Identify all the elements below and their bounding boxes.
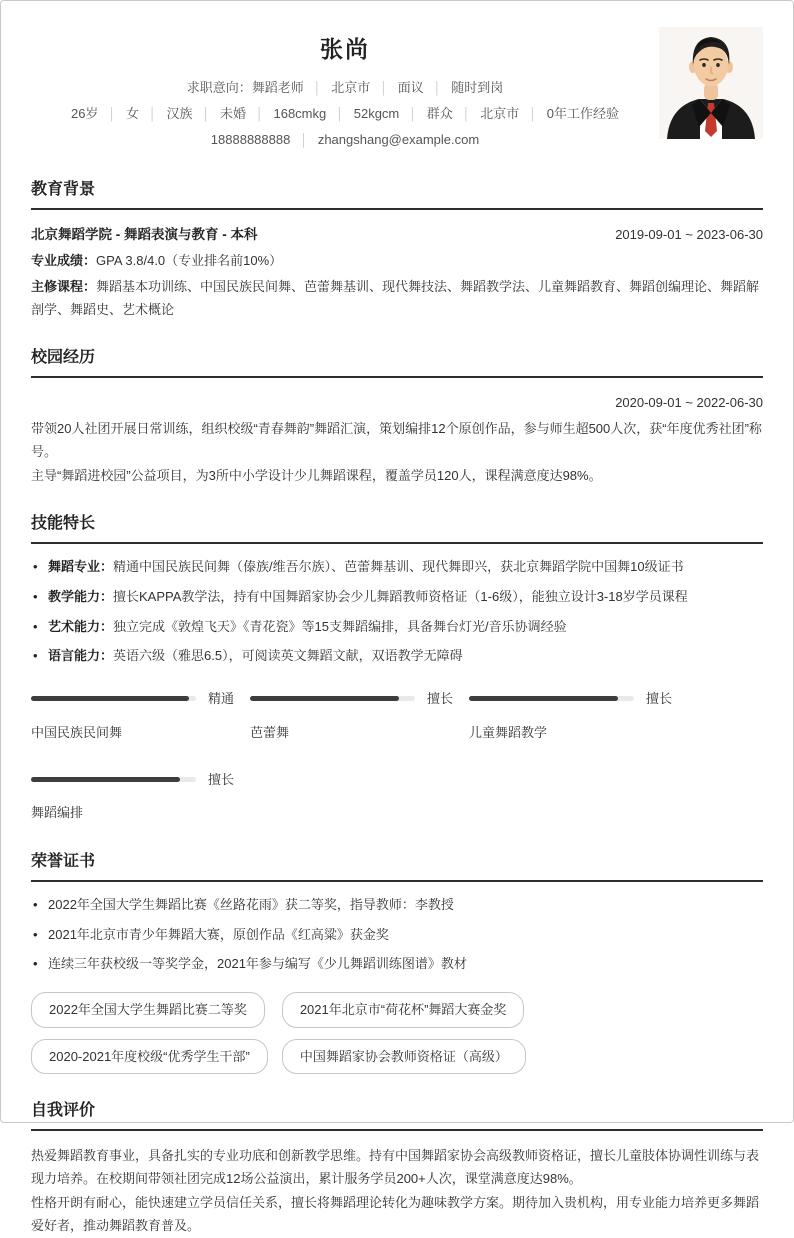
campus-paragraph: 主导“舞蹈进校园”公益项目，为3所中小学设计少儿舞蹈课程，覆盖学员120人，课程满意度达98%。	[31, 467, 602, 483]
honor-item: • 2022年全国大学生舞蹈比赛《丝路花雨》获二等奖，指导教师：李教授	[31, 895, 763, 916]
skill-bar-track	[250, 696, 415, 701]
separator: │	[462, 107, 471, 121]
separator: │	[108, 107, 116, 121]
list-value: 26岁	[70, 106, 99, 121]
list-value: 18888888888	[210, 132, 291, 147]
skill-bar-level: 擅长	[646, 691, 673, 707]
skill-item	[31, 587, 763, 608]
honor-badge: 2021年北京市“荷花杯”舞蹈大赛金奖	[282, 992, 525, 1027]
profile-photo	[659, 27, 763, 139]
list-value: 汉族	[166, 106, 193, 121]
skill-bar-fill	[31, 777, 180, 782]
job-intent-label: 求职意向：	[186, 80, 252, 95]
separator: │	[255, 107, 264, 121]
skill-bar-track	[31, 777, 196, 782]
honor-badge: 中国舞蹈家协会教师资格证（高级）	[282, 1039, 526, 1074]
skill-item	[31, 646, 763, 667]
skill-bar-track	[31, 696, 196, 701]
skill-bar-level: 精通	[208, 691, 235, 707]
skill-bar-name: 芭蕾舞	[250, 724, 290, 740]
separator: │	[380, 81, 388, 95]
skill-item-text: 擅长KAPPA教学法，持有中国舞蹈家协会少儿舞蹈教师资格证（1-6级），能独立设计3-18岁学员课程	[113, 588, 688, 604]
candidate-name: 张尚	[320, 36, 370, 62]
separator: │	[202, 107, 210, 121]
evaluation-paragraph: 热爱舞蹈教育事业，具备扎实的专业功底和创新教学思维。持有中国舞蹈家协会高级教师资格证，擅长儿童肢体协调性训练与表现力培养。在校期间带领社团完成12场公益演出，累计服务学员200+人次，课堂满意度达98%。	[31, 1147, 760, 1187]
honor-item: • 2021年北京市青少年舞蹈大赛，原创作品《红高粱》获金奖	[31, 925, 763, 946]
skill-item	[31, 557, 763, 578]
section-evaluation	[31, 1097, 763, 1238]
evaluation-paragraph: 性格开朗有耐心，能快速建立学员信任关系，擅长将舞蹈理论转化为趣味教学方案。期待加入贵机构，用专业能力培养更多舞蹈爱好者，推动舞蹈教育普及。	[31, 1194, 760, 1234]
honor-badge: 2022年全国大学生舞蹈比赛二等奖	[31, 992, 265, 1027]
profile-photo-illustration	[659, 27, 763, 139]
header-text-block	[31, 27, 659, 153]
list-value: 群众	[426, 106, 453, 121]
skill-bar-name: 中国民族民间舞	[31, 724, 123, 740]
skill-bar-level: 擅长	[208, 772, 235, 787]
campus-paragraph: 带领20人社团开展日常训练，组织校级“青春舞韵”舞蹈汇演，策划编排12个原创作品，参与师生超500人次，获“年度优秀社团”称号。	[31, 420, 762, 460]
education-school: 北京舞蹈学院 - 舞蹈表演与教育 - 本科	[31, 227, 258, 242]
skill-bar-fill	[469, 696, 618, 701]
resume-header	[31, 27, 763, 153]
section-title-evaluation: 自我评价	[31, 1097, 763, 1131]
skill-bar-level: 擅长	[427, 691, 454, 707]
section-campus	[31, 344, 763, 487]
skill-bar-fill	[31, 696, 189, 701]
honor-item: • 连续三年获校级一等奖学金，2021年参与编写《少儿舞蹈训练图谱》教材	[31, 954, 763, 975]
skill-bar-fill	[250, 696, 399, 701]
section-honors	[31, 848, 763, 1074]
education-gpa-row	[31, 249, 763, 272]
skills-list	[31, 557, 763, 667]
list-value: 北京市	[480, 106, 520, 121]
skill-level-bars	[31, 687, 763, 825]
skill-item-label: 教学能力：	[48, 588, 114, 604]
skill-bar-name: 舞蹈编排	[31, 805, 84, 821]
separator: │	[433, 81, 442, 95]
section-education	[31, 176, 763, 321]
separator: │	[313, 81, 322, 95]
separator: │	[336, 107, 344, 121]
separator: │	[529, 107, 537, 121]
list-value: 52kgcm	[353, 106, 400, 121]
skill-item-label: 舞蹈专业：	[48, 559, 114, 575]
skill-item	[31, 617, 763, 638]
personal-info-line	[31, 101, 659, 127]
skill-bar	[469, 687, 688, 744]
education-courses-value: 舞蹈基本功训练、中国民族民间舞、芭蕾舞基训、现代舞技法、舞蹈教学法、儿童舞蹈教育、舞蹈创编理论、舞蹈解剖学、舞蹈史、艺术概论	[31, 278, 760, 318]
skill-item-text: 独立完成《敦煌飞天》《青花瓷》等15支舞蹈编排，具备舞台灯光/音乐协调经验	[113, 618, 567, 634]
list-value: 随时到岗	[451, 80, 504, 95]
section-skills	[31, 510, 763, 825]
list-value: 女	[125, 106, 139, 121]
list-value: 舞蹈老师	[251, 80, 304, 95]
skill-item-text: 精通中国民族民间舞（傣族/维吾尔族）、芭蕾舞基训、现代舞即兴，获北京舞蹈学院中国舞10级证书	[113, 559, 684, 575]
separator: │	[300, 133, 308, 147]
skill-item-label: 艺术能力：	[48, 618, 114, 634]
skill-bar-name: 儿童舞蹈教学	[469, 724, 548, 740]
education-dates: 2019-09-01 ~ 2023-06-30	[615, 227, 763, 242]
education-gpa-value: GPA 3.8/4.0（专业排名前10%）	[96, 253, 283, 269]
list-value: 北京市	[331, 80, 371, 95]
separator: │	[409, 107, 417, 121]
skill-bar-track	[469, 696, 634, 701]
honor-badge: 2020-2021年度校级“优秀学生干部”	[31, 1039, 268, 1074]
separator: │	[148, 107, 157, 121]
contact-line	[31, 127, 659, 153]
job-intent-values	[252, 80, 504, 95]
education-gpa-label: 专业成绩：	[31, 253, 97, 269]
education-courses-label: 主修课程：	[31, 278, 97, 294]
list-value: 0年工作经验	[546, 106, 620, 121]
skill-bar	[31, 687, 250, 744]
section-title-campus: 校园经历	[31, 344, 763, 378]
education-courses-row	[31, 275, 763, 322]
skill-bar	[250, 687, 469, 744]
skill-item-label: 语言能力：	[48, 648, 114, 664]
skill-bar	[31, 768, 250, 825]
section-title-skills: 技能特长	[31, 510, 763, 544]
section-title-honors: 荣誉证书	[31, 848, 763, 882]
education-entry-header	[31, 223, 763, 247]
section-title-education: 教育背景	[31, 176, 763, 210]
campus-dates: 2020-09-01 ~ 2022-06-30	[615, 395, 763, 411]
list-value: zhangshang@example.com	[317, 132, 480, 147]
honors-list	[31, 895, 763, 975]
list-value: 168cmkg	[273, 106, 327, 121]
honor-badges	[31, 992, 763, 1074]
job-intent-line	[31, 75, 659, 101]
list-value: 未婚	[219, 106, 246, 121]
skill-item-text: 英语六级（雅思6.5），可阅读英文舞蹈文献，双语教学无障碍	[113, 648, 463, 664]
list-value: 面议	[397, 80, 424, 95]
